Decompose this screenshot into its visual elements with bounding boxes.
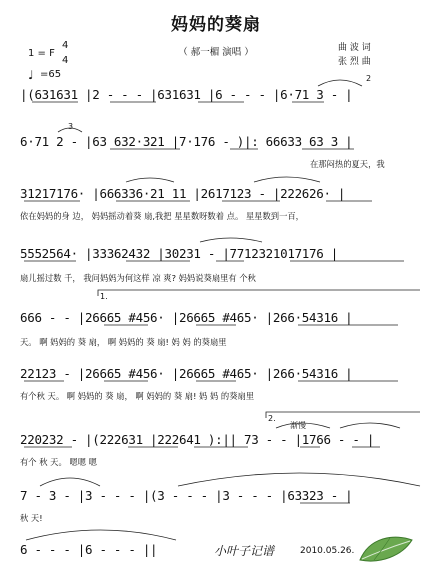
lyrics-line-4: 扇儿摇过数 千， 我问妈妈为何这样 凉 爽? 妈妈说葵扇里有 个秋 [20, 273, 256, 283]
lyrics-line-6: 有个秋 天。 啊 妈妈的 葵 扇， 啊 妈妈的 葵 扇! 妈 妈 的葵扇里 [20, 391, 255, 401]
lyrics-line-3: 依在妈妈的身 边， 妈妈摇动着葵 扇,我把 星星数呀数着 点。 星星数到一百， [20, 211, 304, 221]
lyrics-line-2: 在那闷热的夏天，我 [310, 159, 385, 169]
transcriber-signature: 小叶子记谱 [214, 544, 275, 558]
key-signature: 1 = F [28, 48, 55, 59]
lyrics-line-8: 秋 天! [20, 513, 43, 523]
notation-line-3: 31217176· |666336·21 11 |2617123 - |222626· | [20, 186, 346, 201]
notation-line-8: 7 - 3 - |3 - - - |(3 - - - |3 - - - |63323 - | [20, 488, 353, 503]
transcription-date: 2010.05.26. [300, 546, 355, 556]
lyrics-line-7: 有个 秋 天。 嗯嗯 嗯 [20, 457, 97, 467]
lyricist-credit: 曲 波 词 [338, 43, 371, 53]
tempo-marking: =65 [40, 69, 62, 80]
volta-2-label: 2. [268, 414, 276, 423]
composer-credit: 张 烈 曲 [338, 57, 371, 67]
lyrics-line-5: 天。 啊 妈妈的 葵 扇， 啊 妈妈的 葵 扇! 妈 妈 的葵扇里 [20, 337, 227, 347]
leaf-icon [356, 530, 416, 566]
notation-line-7: 220232 - |(222631 |222641 ):|| 73 - - |1766 - - | [20, 432, 375, 447]
quarter-note-icon: ♩ [28, 68, 34, 82]
ornament-mark: 3 [68, 122, 74, 131]
performer-line: （ 郝一楣 演唱 ） [178, 47, 254, 58]
time-signature-top: 4 [62, 40, 69, 51]
notation-line-1: |(631631 |2 - - - |631631 |6 - - - |6·71 3 - | [20, 87, 353, 102]
notation-line-9: 6 - - - |6 - - - || [20, 542, 158, 557]
notation-line-5: 666 - - |26665 #456· |26665 #465· |266·54316 | [20, 310, 353, 325]
notation-line-2: 6·71 2 - |63 632·321 |7·176 - )|: 66633 63 3 | [20, 134, 353, 149]
time-signature-bottom: 4 [62, 55, 69, 66]
notation-line-4: 5552564· |33362432 |30231 - |7712321017176 | [20, 246, 338, 261]
tempo-change-mark: 渐慢 [290, 421, 306, 430]
song-title: 妈妈的葵扇 [171, 15, 261, 35]
notation-line-6: 22123 - |26665 #456· |26665 #465· |266·54316 | [20, 366, 353, 381]
ornament-mark: 2 [366, 74, 372, 83]
volta-1-label: 1. [100, 292, 108, 301]
